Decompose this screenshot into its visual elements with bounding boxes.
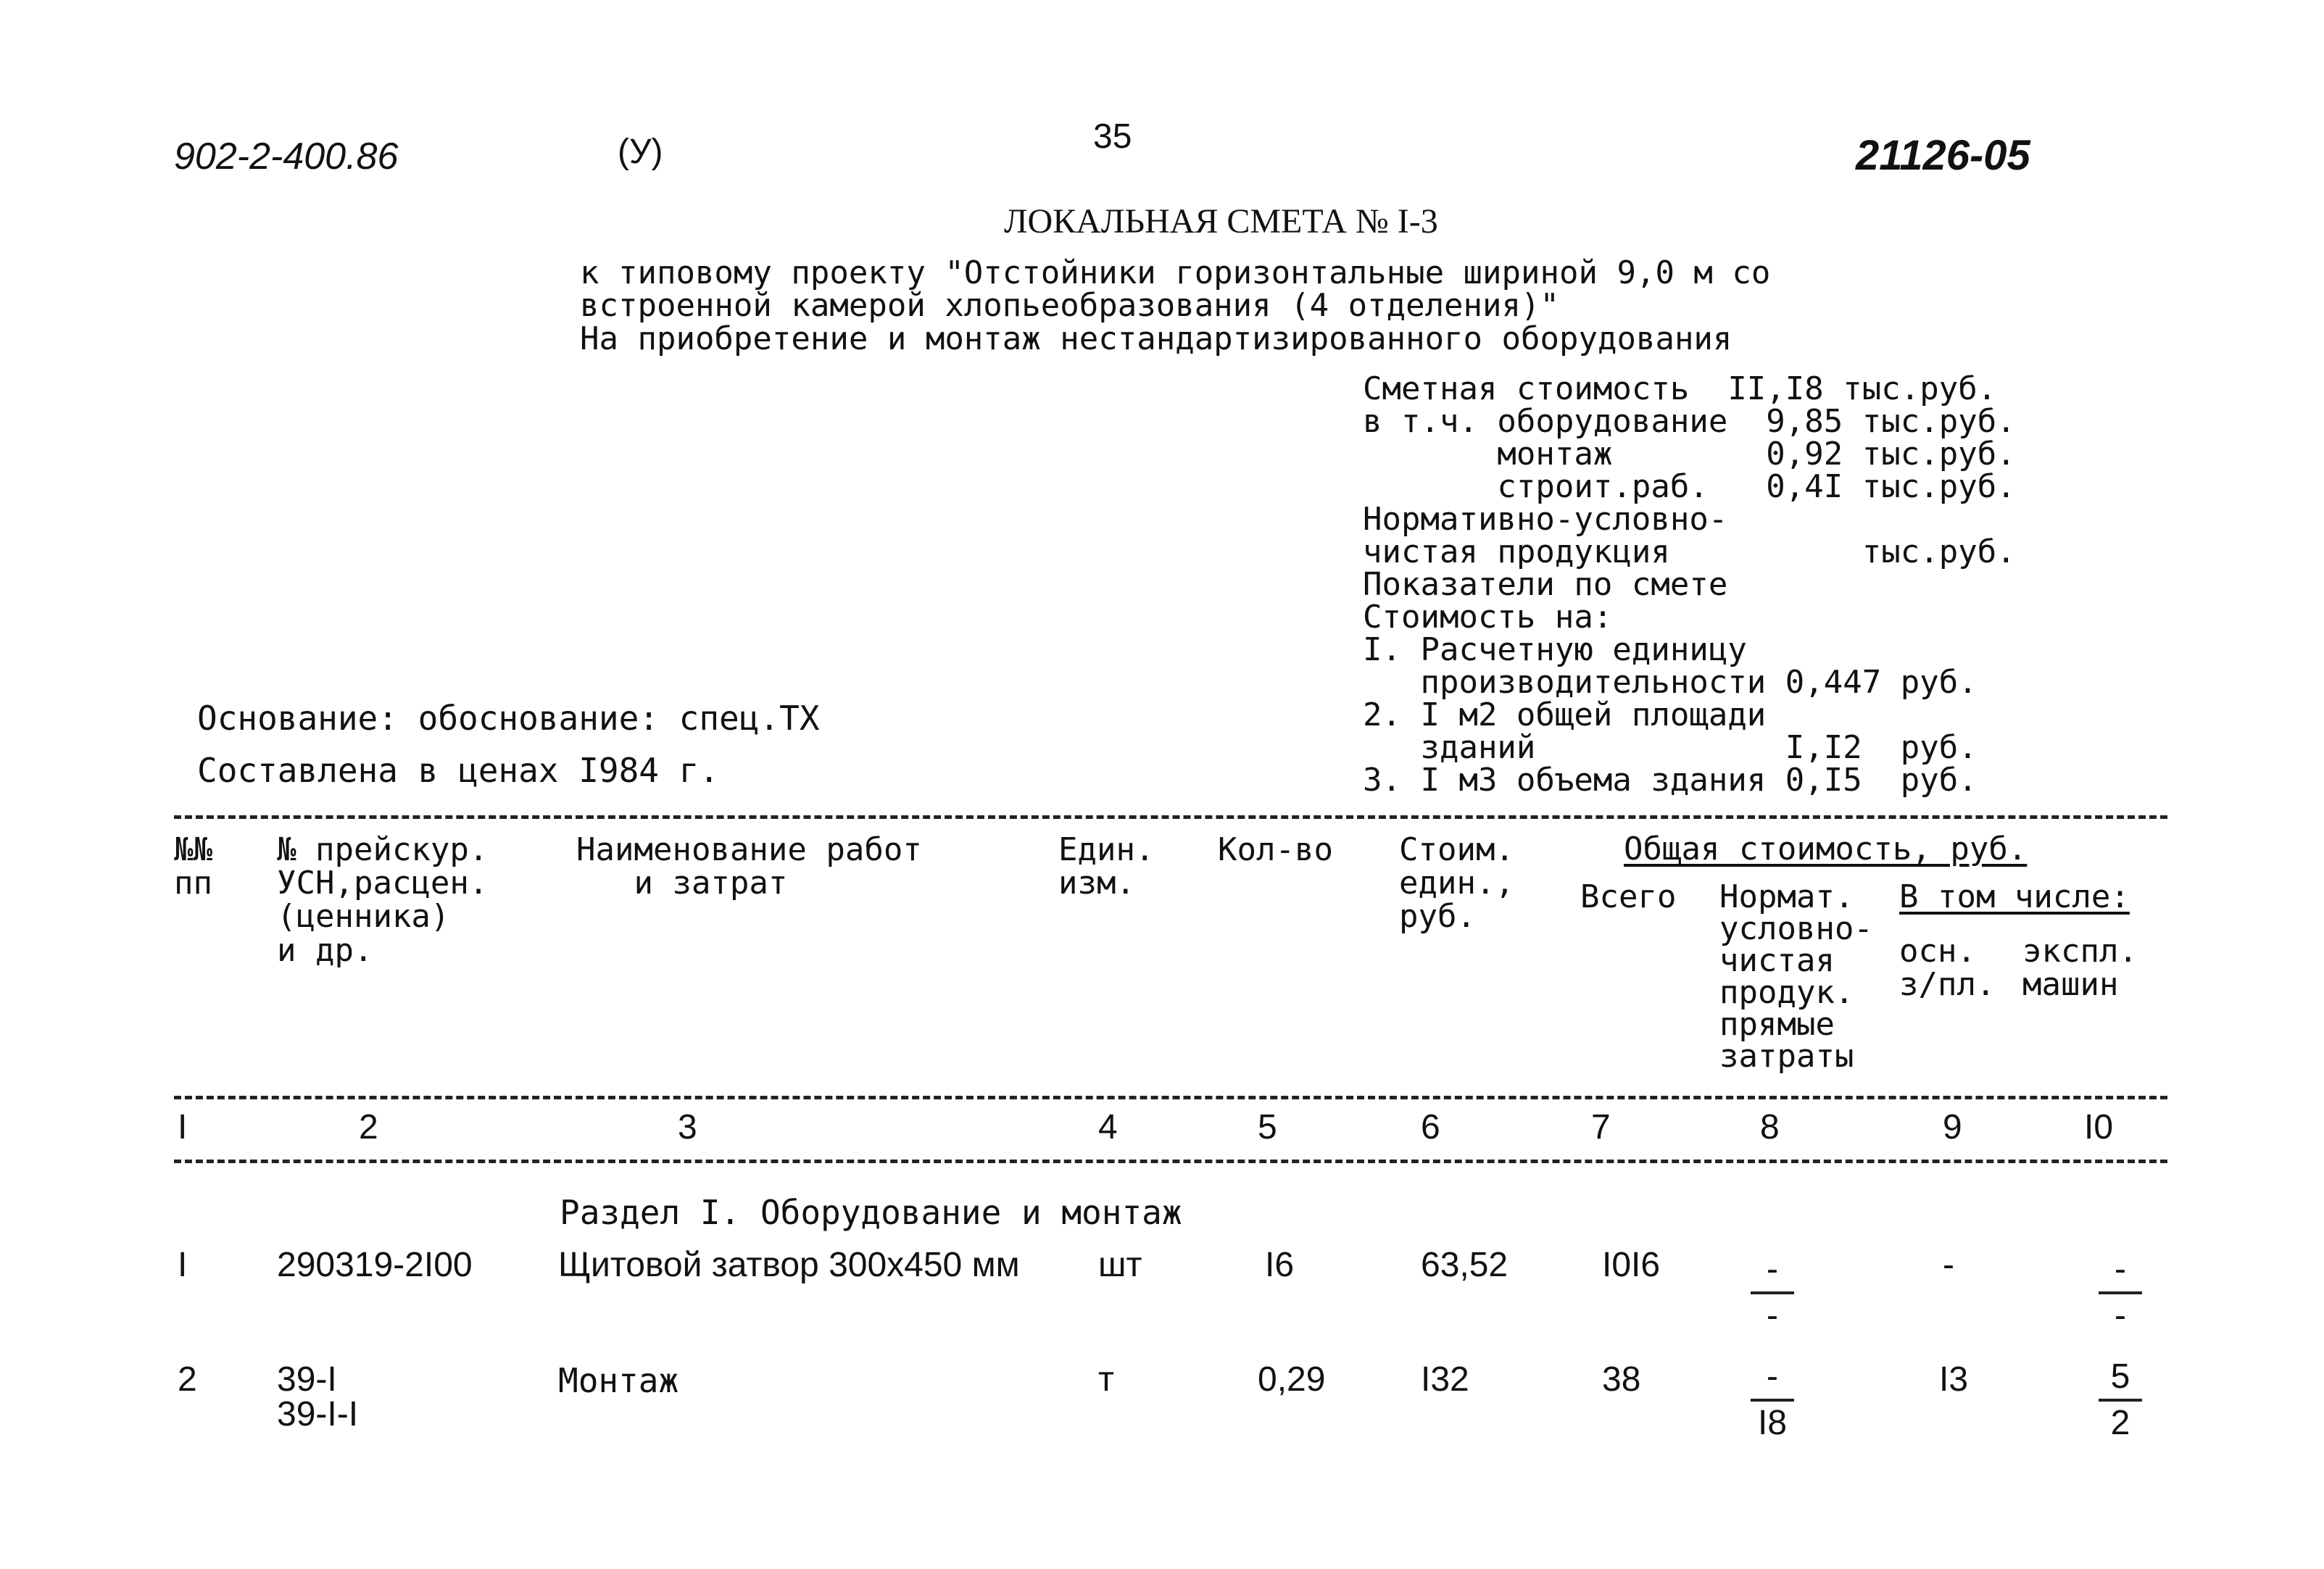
row-norm-production	[1740, 1252, 1805, 1333]
row-number: I	[178, 1246, 188, 1284]
row-quantity: 0,29	[1258, 1360, 1326, 1399]
table-rule-colnum-bottom	[174, 1160, 2167, 1163]
fraction-top: -	[2115, 1250, 2126, 1289]
fraction-bar	[2099, 1291, 2142, 1294]
document-mark: (У)	[618, 133, 663, 171]
row-unit-cost: 63,52	[1421, 1246, 1508, 1284]
basis-line: Основание: обоснование: спец.ТХ	[197, 699, 820, 738]
row-norm-production	[1740, 1357, 1805, 1442]
fraction-bar	[1751, 1399, 1794, 1402]
column-number: 9	[1943, 1108, 1962, 1146]
summary-line: 2. I м2 общей площади	[1363, 696, 1767, 733]
summary-line: чистая продукция тыс.руб.	[1363, 533, 2016, 570]
row-unit: т	[1098, 1360, 1114, 1399]
summary-line: Стоимость на:	[1363, 599, 1613, 636]
subtitle-line-3: На приобретение и монтаж нестандартизированного оборудования	[580, 320, 1732, 357]
summary-line: Показатели по смете	[1363, 566, 1728, 603]
fraction-bottom: -	[1767, 1297, 1778, 1335]
price-basis-line: Составлена в ценах I984 г.	[197, 751, 720, 790]
header-row-number: №№ пп	[174, 831, 212, 902]
fraction-bottom: -	[2115, 1297, 2126, 1335]
row-base-wage: I3	[1939, 1360, 1969, 1399]
section-title: Раздел I. Оборудование и монтаж	[560, 1193, 1182, 1232]
column-number: 6	[1421, 1108, 1440, 1146]
summary-line: зданий I,I2 руб.	[1363, 729, 1978, 766]
summary-line: в т.ч. оборудование 9,85 тыс.руб.	[1363, 403, 2016, 440]
row-unit: шт	[1098, 1246, 1142, 1284]
summary-line: I. Расчетную единицу	[1363, 631, 1747, 668]
header-total-group: Общая стоимость, руб.	[1624, 831, 2028, 867]
fraction-bar	[1751, 1291, 1794, 1294]
fraction-bar	[2099, 1399, 2142, 1402]
summary-line: строит.раб. 0,4I тыс.руб.	[1363, 468, 2016, 505]
header-unit-cost: Стоим. един., руб.	[1399, 831, 1514, 936]
header-total: Всего	[1580, 878, 1677, 915]
summary-line: Нормативно-условно-	[1363, 501, 1728, 538]
fraction-top: 5	[2110, 1357, 2130, 1396]
subtitle-line-1: к типовому проекту "Отстойники горизонтальные шириной 9,0 м со	[580, 254, 1771, 291]
row-machine-operation	[2088, 1357, 2153, 1442]
header-price-ref: № прейскур. УСН,расцен. (ценника) и др.	[277, 831, 489, 969]
fraction-bottom: I8	[1757, 1404, 1788, 1442]
column-number: 2	[359, 1108, 378, 1146]
page-number: 35	[1093, 117, 1132, 156]
column-number: 5	[1258, 1108, 1277, 1146]
header-quantity: Кол-во	[1218, 831, 1333, 868]
row-work-name: Монтаж	[558, 1361, 679, 1400]
header-including-group: В том числе:	[1899, 878, 2130, 915]
row-price-ref: 39-I 39-I-I	[277, 1360, 359, 1433]
row-quantity: I6	[1265, 1246, 1295, 1284]
row-base-wage: -	[1943, 1246, 1954, 1284]
row-machine-operation	[2088, 1252, 2153, 1333]
inventory-number: 21126-05	[1856, 132, 2030, 179]
row-total: 38	[1602, 1360, 1641, 1399]
column-number: I	[178, 1108, 188, 1146]
summary-line: производительности 0,447 руб.	[1363, 664, 1978, 701]
header-norm-production: Нормат. условно- чистая продук. прямые затраты	[1719, 878, 1873, 1075]
estimate-heading: ЛОКАЛЬНАЯ СМЕТА № I-3	[1004, 202, 1438, 241]
row-unit-cost: I32	[1421, 1360, 1469, 1399]
fraction-top: -	[1767, 1250, 1778, 1289]
row-work-name: Щитовой затвор 300х450 мм	[558, 1246, 1020, 1284]
header-work-name: Наименование работ и затрат	[576, 831, 922, 902]
column-number: I0	[2084, 1108, 2114, 1146]
subtitle-line-2: встроенной камерой хлопьеобразования (4 отделения)"	[580, 287, 1560, 324]
header-unit: Един. изм.	[1058, 831, 1155, 902]
table-rule-top	[174, 815, 2167, 819]
fraction-top: -	[1767, 1357, 1778, 1396]
summary-line: 3. I м3 объема здания 0,I5 руб.	[1363, 762, 1978, 799]
header-machine-operation: экспл. машин	[2022, 933, 2138, 1004]
row-price-ref: 290319-2I00	[277, 1246, 473, 1284]
fraction-bottom: 2	[2110, 1404, 2130, 1442]
row-number: 2	[178, 1360, 197, 1399]
column-number: 8	[1760, 1108, 1780, 1146]
summary-line: монтаж 0,92 тыс.руб.	[1363, 436, 2016, 473]
document-code: 902-2-400.86	[174, 136, 399, 178]
column-number: 7	[1591, 1108, 1611, 1146]
row-total: I0I6	[1602, 1246, 1661, 1284]
header-base-wage: осн. з/пл.	[1899, 933, 1996, 1004]
column-number: 3	[678, 1108, 697, 1146]
table-rule-header-bottom	[174, 1096, 2167, 1099]
column-number: 4	[1098, 1108, 1118, 1146]
summary-line: Сметная стоимость II,I8 тыс.руб.	[1363, 370, 1997, 407]
